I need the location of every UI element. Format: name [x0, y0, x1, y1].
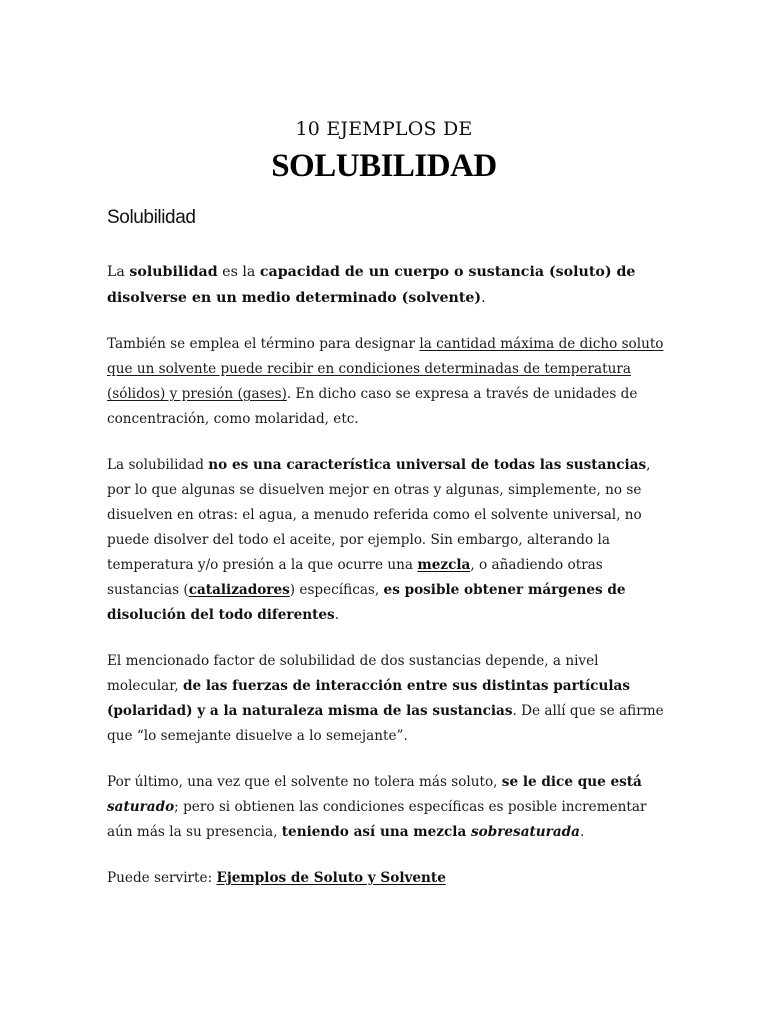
- bold-text: de las fuerzas de interacción entre sus distintas partículas (polaridad) y a la naturaleza misma de las sustancias: [107, 678, 630, 719]
- paragraph-3: [107, 453, 667, 628]
- text: También se emplea el término para designar: [107, 336, 420, 352]
- bold-text: es posible obtener márgenes de disolución del todo diferentes: [107, 582, 626, 623]
- text: El mencionado factor de solubilidad de dos sustancias depende, a nivel molecular,: [107, 653, 599, 694]
- bold-text: capacidad de un cuerpo o sustancia (soluto) de disolverse en un medio determinado (solvente): [107, 264, 636, 306]
- text: .: [334, 607, 340, 623]
- paragraph-5: [107, 770, 667, 845]
- bold-italic-text: sobresaturada: [471, 824, 580, 840]
- bold-text: se le dice que está: [501, 774, 642, 790]
- text: Por último, una vez que el solvente no tolera más soluto,: [107, 774, 502, 790]
- text: .: [579, 824, 585, 840]
- bold-text: no es una característica universal de todas las sustancias: [208, 457, 647, 473]
- link-mezcla[interactable]: mezcla: [417, 557, 471, 573]
- text: es la: [217, 264, 260, 280]
- text: ) específicas,: [289, 582, 384, 598]
- title-line-2: SOLUBILIDAD: [271, 148, 497, 184]
- bold-text: solubilidad: [129, 264, 218, 280]
- paragraph-6: [107, 866, 667, 891]
- text: , o añadiendo otras sustancias (: [107, 557, 603, 598]
- paragraph-2: [107, 332, 667, 432]
- title-line-1: 10 EJEMPLOS DE: [295, 118, 473, 140]
- link-ejemplos-soluto-solvente[interactable]: Ejemplos de Soluto y Solvente: [216, 870, 446, 886]
- bold-italic-text: saturado: [107, 799, 175, 815]
- text: ; pero si obtienen las condiciones específicas es posible incrementar aún más la su presencia,: [107, 799, 647, 840]
- document-title: [0, 116, 768, 188]
- link-catalizadores[interactable]: catalizadores: [188, 582, 290, 598]
- underlined-text: la cantidad máxima de dicho soluto que un solvente puede recibir en condiciones determinadas de temperatura (sólidos) y presión (gases): [107, 336, 664, 402]
- text: La solubilidad: [107, 457, 209, 473]
- text: La: [107, 264, 130, 280]
- bold-text: teniendo así una mezcla: [281, 824, 471, 840]
- text: . De allí que se afirme que “lo semejante disuelve a lo semejante”.: [107, 703, 664, 744]
- paragraph-4: [107, 649, 667, 749]
- article-body: [107, 259, 667, 912]
- text: Puede servirte:: [107, 870, 217, 886]
- paragraph-1: [107, 259, 667, 311]
- text: , por lo que algunas se disuelven mejor en otras y algunas, simplemente, no se disuelven en otras: el agua, a menudo referida como el solvente universal, no puede disolver del todo el aceite, por ejemplo. Sin embargo, alterando la temperatura y/o presión a la que ocurre una: [107, 457, 651, 573]
- text: .: [481, 290, 486, 306]
- section-heading: Solubilidad: [107, 207, 196, 228]
- text: . En dicho caso se expresa a través de unidades de concentración, como molaridad, etc.: [107, 386, 638, 427]
